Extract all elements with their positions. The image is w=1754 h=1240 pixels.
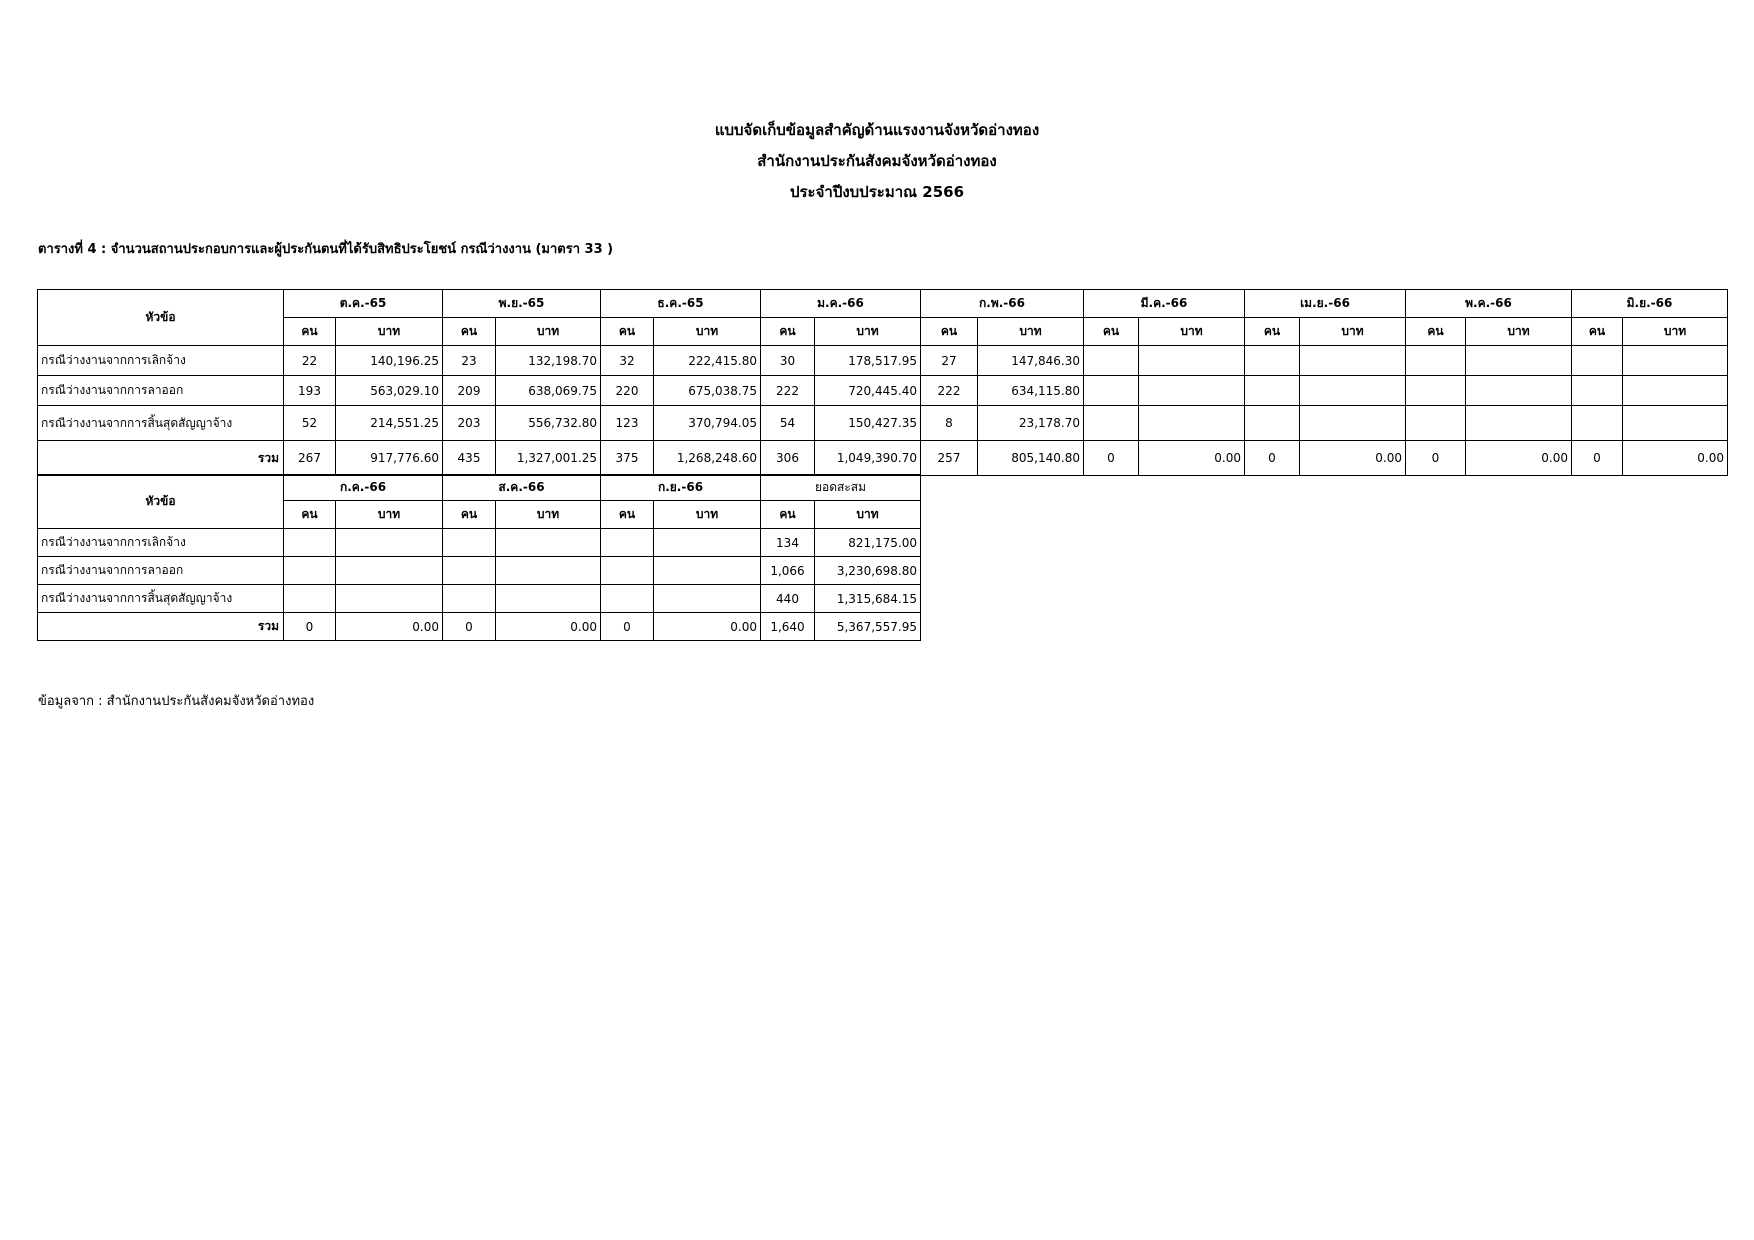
person-count-cell bbox=[284, 557, 336, 585]
total-baht-cell: 0.00 bbox=[1623, 441, 1728, 476]
person-header: คน bbox=[601, 501, 654, 529]
baht-amount-cell bbox=[496, 557, 601, 585]
baht-amount-cell bbox=[1466, 406, 1572, 441]
baht-header: บาท bbox=[1139, 318, 1245, 346]
baht-amount-cell: 370,794.05 bbox=[654, 406, 761, 441]
baht-header: บาท bbox=[496, 318, 601, 346]
baht-amount-cell bbox=[1139, 406, 1245, 441]
row-label: กรณีว่างงานจากการสิ้นสุดสัญญาจ้าง bbox=[38, 585, 284, 613]
table-row bbox=[38, 557, 921, 585]
baht-amount-cell: 178,517.95 bbox=[815, 346, 921, 376]
person-count-cell bbox=[1084, 406, 1139, 441]
baht-header: บาท bbox=[1300, 318, 1406, 346]
total-baht-cell: 1,268,248.60 bbox=[654, 441, 761, 476]
person-count-cell bbox=[1406, 346, 1466, 376]
document-titles bbox=[0, 118, 1754, 211]
baht-amount-cell bbox=[1300, 376, 1406, 406]
total-person-cell: 0 bbox=[1245, 441, 1300, 476]
total-person-cell: 375 bbox=[601, 441, 654, 476]
baht-header: บาท bbox=[496, 501, 601, 529]
person-header: คน bbox=[284, 501, 336, 529]
baht-amount-cell bbox=[654, 557, 761, 585]
baht-amount-cell: 1,315,684.15 bbox=[815, 585, 921, 613]
baht-amount-cell bbox=[654, 585, 761, 613]
baht-amount-cell: 563,029.10 bbox=[336, 376, 443, 406]
total-person-cell: 257 bbox=[921, 441, 978, 476]
baht-amount-cell bbox=[336, 585, 443, 613]
month-header: ธ.ค.-65 bbox=[601, 290, 761, 318]
person-count-cell bbox=[1406, 406, 1466, 441]
baht-header: บาท bbox=[336, 318, 443, 346]
person-count-cell: 22 bbox=[284, 346, 336, 376]
title-line-3: ประจำปีงบประมาณ 2566 bbox=[789, 183, 965, 201]
total-baht-cell: 1,327,001.25 bbox=[496, 441, 601, 476]
total-baht-cell: 0.00 bbox=[1466, 441, 1572, 476]
total-person-cell: 0 bbox=[601, 613, 654, 641]
table-row bbox=[38, 529, 921, 557]
person-header: คน bbox=[1572, 318, 1623, 346]
total-baht-cell: 0.00 bbox=[1139, 441, 1245, 476]
baht-amount-cell bbox=[1623, 406, 1728, 441]
month-header: ก.ย.-66 bbox=[601, 475, 761, 501]
table-caption: ตารางที่ 4 : จำนวนสถานประกอบการและผู้ประกันตนที่ได้รับสิทธิประโยชน์ กรณีว่างงาน (มาตรา 33 ) bbox=[38, 242, 614, 257]
baht-amount-cell bbox=[1623, 376, 1728, 406]
month-header: ก.ค.-66 bbox=[284, 475, 443, 501]
person-count-cell bbox=[601, 529, 654, 557]
month-header: มี.ค.-66 bbox=[1084, 290, 1245, 318]
total-person-cell: 435 bbox=[443, 441, 496, 476]
person-count-cell bbox=[1084, 346, 1139, 376]
baht-amount-cell bbox=[336, 557, 443, 585]
total-person-cell: 0 bbox=[1084, 441, 1139, 476]
person-count-cell bbox=[1084, 376, 1139, 406]
total-person-cell: 306 bbox=[761, 441, 815, 476]
person-count-cell bbox=[443, 529, 496, 557]
row-label: กรณีว่างงานจากการเลิกจ้าง bbox=[38, 529, 284, 557]
month-header: ต.ค.-65 bbox=[284, 290, 443, 318]
person-count-cell: 209 bbox=[443, 376, 496, 406]
baht-amount-cell bbox=[1300, 406, 1406, 441]
person-header: คน bbox=[761, 318, 815, 346]
month-header: ม.ค.-66 bbox=[761, 290, 921, 318]
baht-amount-cell: 23,178.70 bbox=[978, 406, 1084, 441]
person-header: คน bbox=[284, 318, 336, 346]
person-header: คน bbox=[761, 501, 815, 529]
table-row bbox=[38, 346, 1728, 376]
total-person-cell: 0 bbox=[443, 613, 496, 641]
month-header: พ.ย.-65 bbox=[443, 290, 601, 318]
person-count-cell bbox=[443, 585, 496, 613]
month-header: เม.ย.-66 bbox=[1245, 290, 1406, 318]
person-count-cell bbox=[1572, 346, 1623, 376]
total-baht-cell: 805,140.80 bbox=[978, 441, 1084, 476]
table-row bbox=[38, 406, 1728, 441]
title-line-2: สำนักงานประกันสังคมจังหวัดอ่างทอง bbox=[757, 152, 997, 170]
person-header: คน bbox=[443, 318, 496, 346]
person-count-cell: 32 bbox=[601, 346, 654, 376]
row-label: กรณีว่างงานจากการสิ้นสุดสัญญาจ้าง bbox=[38, 406, 284, 441]
total-baht-cell: 0.00 bbox=[336, 613, 443, 641]
person-count-cell bbox=[1572, 376, 1623, 406]
person-count-cell bbox=[284, 585, 336, 613]
monthly-table-jul-sep bbox=[37, 474, 921, 641]
person-count-cell bbox=[1572, 406, 1623, 441]
month-header: ก.พ.-66 bbox=[921, 290, 1084, 318]
person-header: คน bbox=[601, 318, 654, 346]
person-count-cell: 54 bbox=[761, 406, 815, 441]
total-baht-cell: 917,776.60 bbox=[336, 441, 443, 476]
baht-header: บาท bbox=[815, 501, 921, 529]
person-header: คน bbox=[1245, 318, 1300, 346]
total-baht-cell: 1,049,390.70 bbox=[815, 441, 921, 476]
person-header: คน bbox=[921, 318, 978, 346]
person-count-cell: 123 bbox=[601, 406, 654, 441]
total-person-cell: 0 bbox=[1406, 441, 1466, 476]
monthly-table-oct-jun bbox=[37, 289, 1728, 476]
baht-amount-cell bbox=[496, 529, 601, 557]
person-count-cell bbox=[1245, 346, 1300, 376]
topic-header: หัวข้อ bbox=[38, 475, 284, 529]
baht-amount-cell bbox=[1466, 346, 1572, 376]
baht-amount-cell: 556,732.80 bbox=[496, 406, 601, 441]
baht-header: บาท bbox=[336, 501, 443, 529]
person-count-cell: 27 bbox=[921, 346, 978, 376]
total-person-cell: 0 bbox=[1572, 441, 1623, 476]
baht-amount-cell bbox=[1623, 346, 1728, 376]
baht-amount-cell: 147,846.30 bbox=[978, 346, 1084, 376]
baht-amount-cell: 3,230,698.80 bbox=[815, 557, 921, 585]
person-count-cell: 30 bbox=[761, 346, 815, 376]
table-row bbox=[38, 585, 921, 613]
total-person-cell: 1,640 bbox=[761, 613, 815, 641]
title-line-1: แบบจัดเก็บข้อมูลสำคัญด้านแรงงานจังหวัดอ่างทอง bbox=[714, 121, 1040, 139]
person-count-cell bbox=[1245, 376, 1300, 406]
baht-amount-cell bbox=[496, 585, 601, 613]
table-row bbox=[38, 376, 1728, 406]
person-count-cell bbox=[601, 585, 654, 613]
row-label: กรณีว่างงานจากการเลิกจ้าง bbox=[38, 346, 284, 376]
source-note: ข้อมูลจาก : สำนักงานประกันสังคมจังหวัดอ่างทอง bbox=[38, 694, 315, 709]
cumulative-header: ยอดสะสม bbox=[761, 475, 921, 501]
baht-header: บาท bbox=[815, 318, 921, 346]
baht-amount-cell: 214,551.25 bbox=[336, 406, 443, 441]
baht-amount-cell: 720,445.40 bbox=[815, 376, 921, 406]
person-count-cell bbox=[443, 557, 496, 585]
baht-header: บาท bbox=[978, 318, 1084, 346]
total-row bbox=[38, 613, 921, 641]
person-count-cell: 8 bbox=[921, 406, 978, 441]
person-count-cell: 134 bbox=[761, 529, 815, 557]
baht-amount-cell bbox=[1139, 376, 1245, 406]
person-count-cell bbox=[284, 529, 336, 557]
row-label: กรณีว่างงานจากการลาออก bbox=[38, 376, 284, 406]
total-label: รวม bbox=[38, 613, 284, 641]
baht-amount-cell: 634,115.80 bbox=[978, 376, 1084, 406]
person-header: คน bbox=[1084, 318, 1139, 346]
baht-amount-cell bbox=[1139, 346, 1245, 376]
month-header: มิ.ย.-66 bbox=[1572, 290, 1728, 318]
person-header: คน bbox=[1406, 318, 1466, 346]
baht-amount-cell bbox=[1466, 376, 1572, 406]
person-count-cell: 220 bbox=[601, 376, 654, 406]
person-header: คน bbox=[443, 501, 496, 529]
baht-amount-cell bbox=[336, 529, 443, 557]
baht-header: บาท bbox=[654, 501, 761, 529]
person-count-cell bbox=[1406, 376, 1466, 406]
month-header: ส.ค.-66 bbox=[443, 475, 601, 501]
person-count-cell: 222 bbox=[921, 376, 978, 406]
person-count-cell bbox=[1245, 406, 1300, 441]
total-baht-cell: 0.00 bbox=[654, 613, 761, 641]
baht-amount-cell: 222,415.80 bbox=[654, 346, 761, 376]
baht-amount-cell bbox=[1300, 346, 1406, 376]
total-person-cell: 0 bbox=[284, 613, 336, 641]
baht-amount-cell: 675,038.75 bbox=[654, 376, 761, 406]
person-count-cell: 203 bbox=[443, 406, 496, 441]
person-count-cell: 440 bbox=[761, 585, 815, 613]
baht-header: บาท bbox=[654, 318, 761, 346]
person-count-cell: 23 bbox=[443, 346, 496, 376]
total-label: รวม bbox=[38, 441, 284, 476]
person-count-cell bbox=[601, 557, 654, 585]
baht-header: บาท bbox=[1466, 318, 1572, 346]
baht-amount-cell: 638,069.75 bbox=[496, 376, 601, 406]
baht-amount-cell: 140,196.25 bbox=[336, 346, 443, 376]
person-count-cell: 193 bbox=[284, 376, 336, 406]
baht-amount-cell: 821,175.00 bbox=[815, 529, 921, 557]
person-count-cell: 222 bbox=[761, 376, 815, 406]
total-baht-cell: 0.00 bbox=[496, 613, 601, 641]
month-header: พ.ค.-66 bbox=[1406, 290, 1572, 318]
total-baht-cell: 0.00 bbox=[1300, 441, 1406, 476]
baht-amount-cell bbox=[654, 529, 761, 557]
person-count-cell: 52 bbox=[284, 406, 336, 441]
baht-amount-cell: 132,198.70 bbox=[496, 346, 601, 376]
person-count-cell: 1,066 bbox=[761, 557, 815, 585]
baht-amount-cell: 150,427.35 bbox=[815, 406, 921, 441]
baht-header: บาท bbox=[1623, 318, 1728, 346]
topic-header: หัวข้อ bbox=[38, 290, 284, 346]
total-baht-cell: 5,367,557.95 bbox=[815, 613, 921, 641]
total-person-cell: 267 bbox=[284, 441, 336, 476]
row-label: กรณีว่างงานจากการลาออก bbox=[38, 557, 284, 585]
unit-header-row bbox=[38, 318, 1728, 346]
total-row bbox=[38, 441, 1728, 476]
